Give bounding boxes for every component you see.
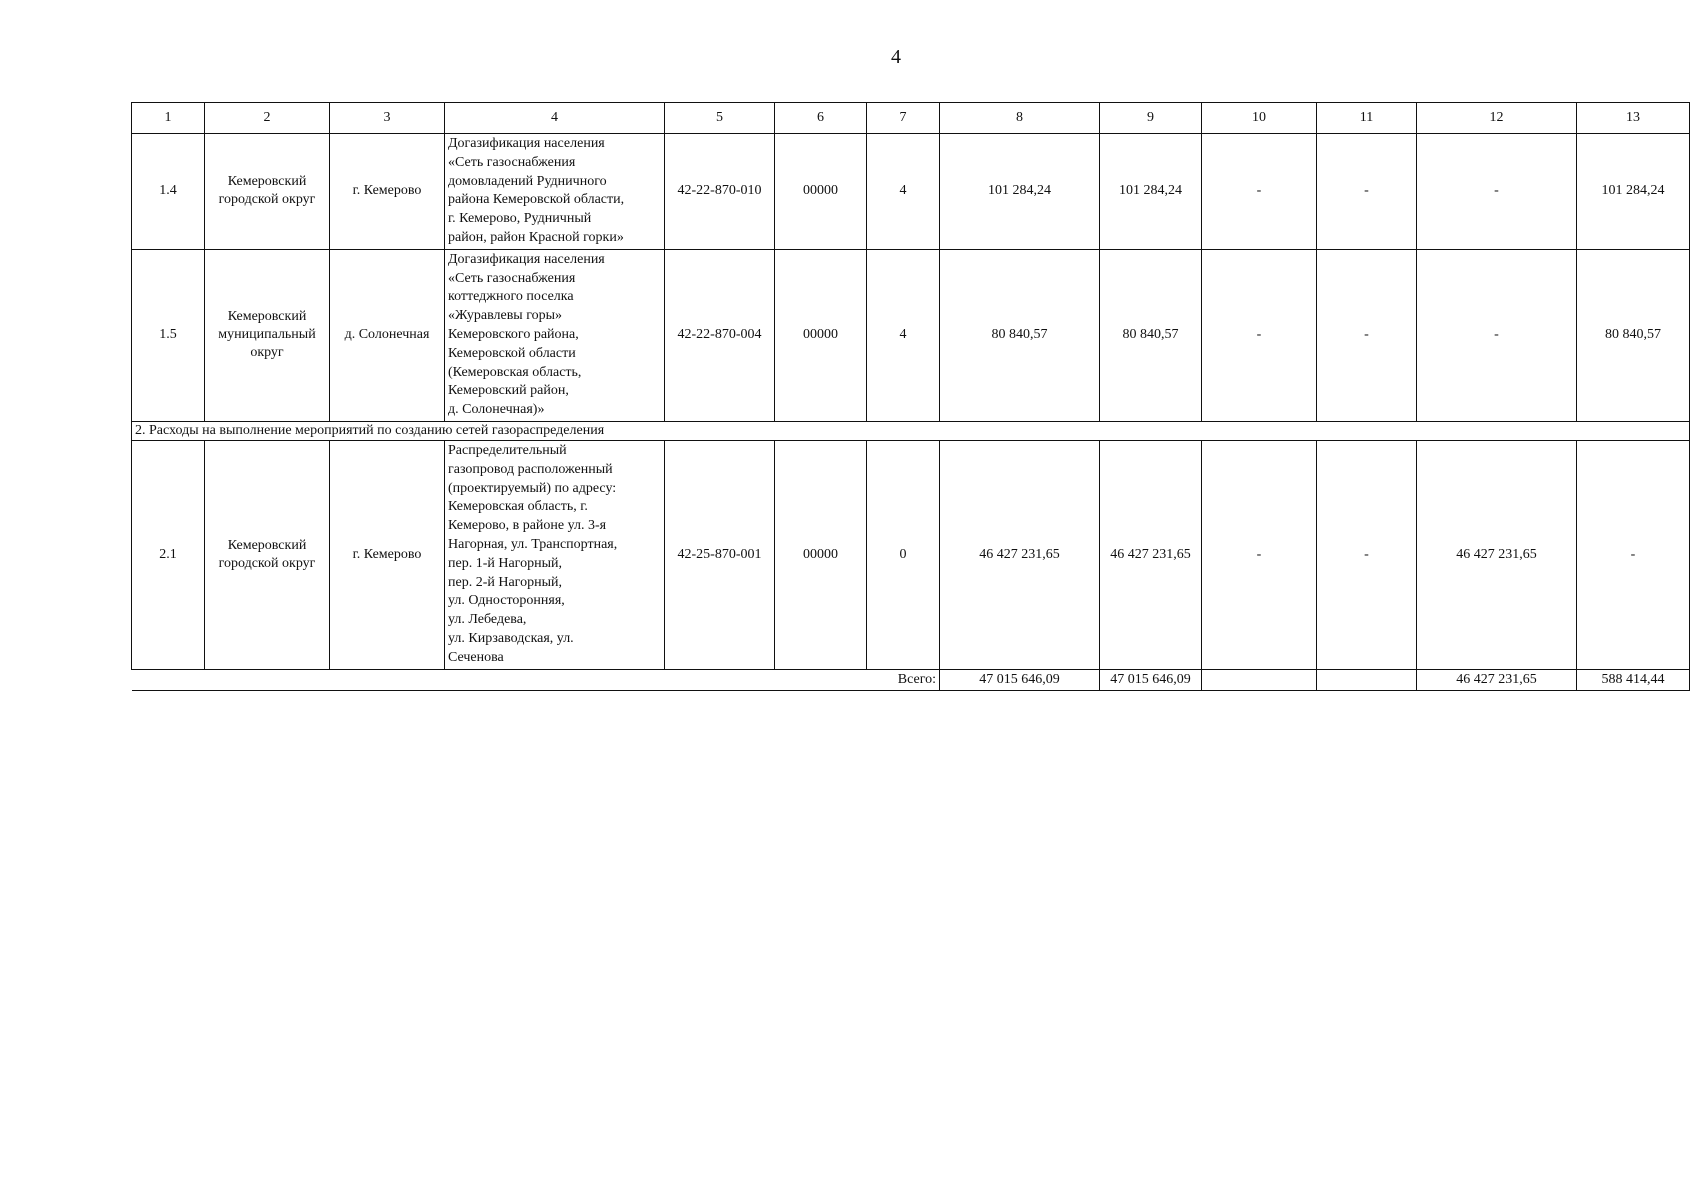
- column-header: 3: [330, 103, 445, 134]
- value-cell: -: [1417, 134, 1577, 250]
- column-header: 8: [940, 103, 1100, 134]
- value-cell: -: [1202, 249, 1317, 421]
- total-value: 47 015 646,09: [940, 669, 1100, 690]
- column-header: 6: [775, 103, 867, 134]
- value-cell: -: [1417, 249, 1577, 421]
- value-cell: 0: [867, 440, 940, 669]
- row-number: 1.4: [132, 134, 205, 250]
- column-header: 11: [1317, 103, 1417, 134]
- municipality-cell: Кемеровский городской округ: [205, 440, 330, 669]
- description-cell: Догазификация населения «Сеть газоснабжения коттеджного поселка «Журавлевы горы» Кемеровского района, Кемеровской области (Кемеровская область, Кемеровский район, д. Солонечная)»: [445, 249, 665, 421]
- column-number-row: [132, 103, 1690, 134]
- value-cell: 46 427 231,65: [940, 440, 1100, 669]
- total-row: [132, 669, 1690, 690]
- code-cell: 42-25-870-001: [665, 440, 775, 669]
- table-row: [132, 249, 1690, 421]
- value-cell: -: [1202, 440, 1317, 669]
- section-header-row: [132, 421, 1690, 440]
- column-header: 1: [132, 103, 205, 134]
- value-cell: -: [1317, 440, 1417, 669]
- value-cell: -: [1577, 440, 1690, 669]
- value-cell: 4: [867, 134, 940, 250]
- value-cell: -: [1202, 134, 1317, 250]
- row-number: 1.5: [132, 249, 205, 421]
- column-header: 2: [205, 103, 330, 134]
- column-header: 13: [1577, 103, 1690, 134]
- value-cell: -: [1317, 134, 1417, 250]
- total-value: 588 414,44: [1577, 669, 1690, 690]
- code-cell: 42-22-870-004: [665, 249, 775, 421]
- financing-table: [131, 102, 1690, 691]
- total-value: [1202, 669, 1317, 690]
- value-cell: 46 427 231,65: [1100, 440, 1202, 669]
- code-cell: 42-22-870-010: [665, 134, 775, 250]
- total-label: Всего:: [867, 669, 940, 690]
- total-value: 46 427 231,65: [1417, 669, 1577, 690]
- description-cell: Догазификация населения «Сеть газоснабжения домовладений Рудничного района Кемеровской области, г. Кемерово, Рудничный район, район Красной горки»: [445, 134, 665, 250]
- total-value: 47 015 646,09: [1100, 669, 1202, 690]
- table-row: [132, 440, 1690, 669]
- total-value: [1317, 669, 1417, 690]
- municipality-cell: Кемеровский городской округ: [205, 134, 330, 250]
- value-cell: 80 840,57: [1577, 249, 1690, 421]
- column-header: 9: [1100, 103, 1202, 134]
- municipality-cell: Кемеровский муниципальный округ: [205, 249, 330, 421]
- column-header: 12: [1417, 103, 1577, 134]
- locality-cell: г. Кемерово: [330, 134, 445, 250]
- column-header: 5: [665, 103, 775, 134]
- description-cell: Распределительный газопровод расположенный (проектируемый) по адресу: Кемеровская область, г. Кемерово, в районе ул. 3-я Нагорная, ул. Транспортная, пер. 1-й Нагорный, пер. 2-й Нагорный, ул. Односторонняя, ул. Лебедева, ул. Кирзаводская, ул. Сеченова: [445, 440, 665, 669]
- column-header: 10: [1202, 103, 1317, 134]
- value-cell: 101 284,24: [1100, 134, 1202, 250]
- value-cell: 46 427 231,65: [1417, 440, 1577, 669]
- value-cell: 101 284,24: [940, 134, 1100, 250]
- value-cell: -: [1317, 249, 1417, 421]
- column-header: 7: [867, 103, 940, 134]
- value-cell: 80 840,57: [940, 249, 1100, 421]
- total-spacer: [132, 669, 867, 690]
- value-cell: 80 840,57: [1100, 249, 1202, 421]
- table-row: [132, 134, 1690, 250]
- page-number: 4: [891, 46, 901, 68]
- locality-cell: д. Солонечная: [330, 249, 445, 421]
- value-cell: 4: [867, 249, 940, 421]
- section-title: 2. Расходы на выполнение мероприятий по созданию сетей газораспределения: [132, 421, 1690, 440]
- locality-cell: г. Кемерово: [330, 440, 445, 669]
- value-cell: 101 284,24: [1577, 134, 1690, 250]
- value-cell: 00000: [775, 440, 867, 669]
- value-cell: 00000: [775, 134, 867, 250]
- value-cell: 00000: [775, 249, 867, 421]
- row-number: 2.1: [132, 440, 205, 669]
- column-header: 4: [445, 103, 665, 134]
